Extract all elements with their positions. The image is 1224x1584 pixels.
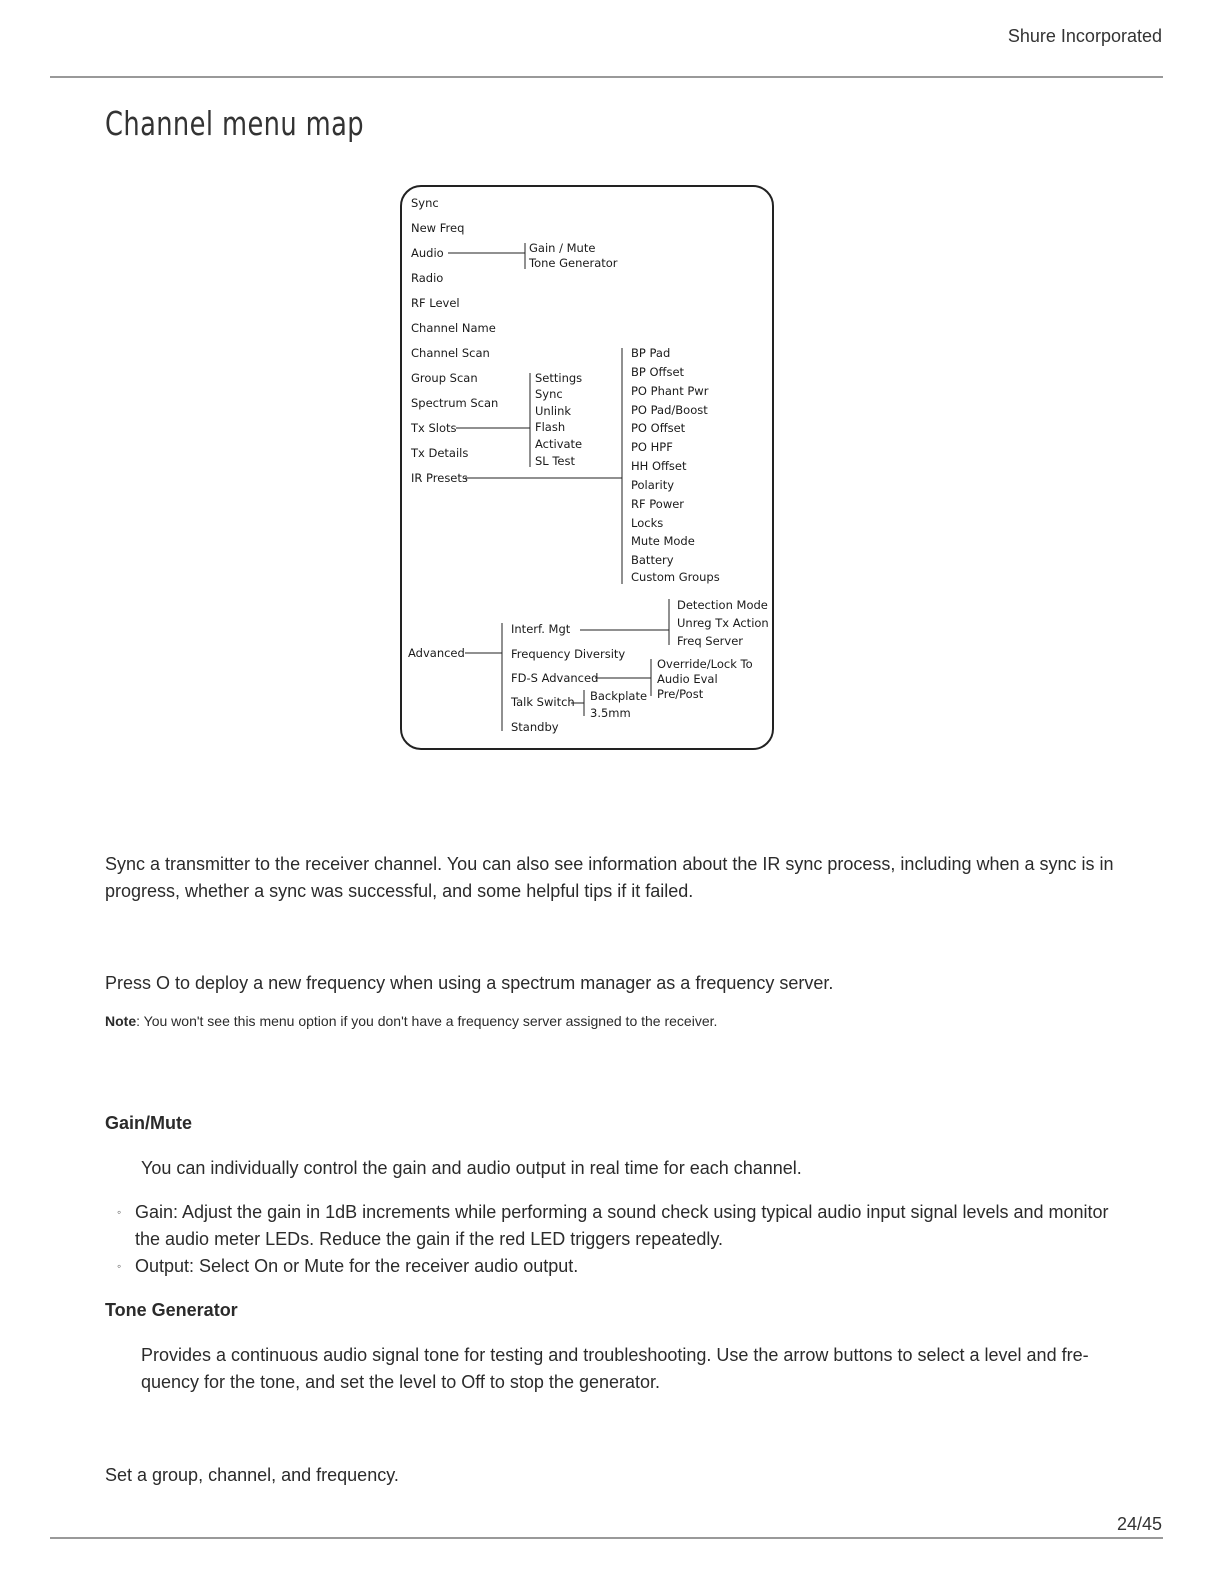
- new-freq-description: Press O to deploy a new frequency when using a spectrum manager as a frequency server.: [105, 973, 834, 993]
- talk-sub-3-5mm: 3.5mm: [590, 706, 631, 720]
- audio-sub-tone-generator: Tone Generator: [529, 256, 618, 270]
- ir-sub-bp-pad: BP Pad: [631, 346, 671, 360]
- header-divider: [50, 76, 1163, 78]
- advanced-sub-standby: Standby: [511, 720, 559, 734]
- menu-spectrum-scan: Spectrum Scan: [411, 396, 499, 410]
- bullet-marker: ◦: [117, 1259, 122, 1273]
- fds-sub-override-lock-to: Override/Lock To: [657, 657, 753, 671]
- page-number: 24/45: [1116, 1514, 1162, 1534]
- ir-sub-mute-mode: Mute Mode: [631, 534, 695, 548]
- tx-slots-sub-flash: Flash: [535, 420, 566, 434]
- advanced-sub-talk-switch: Talk Switch: [511, 695, 575, 709]
- menu-audio: Audio: [411, 246, 444, 260]
- advanced-sub-interf-mgt: Interf. Mgt: [511, 622, 571, 636]
- ir-sub-po-phant-pwr: PO Phant Pwr: [631, 384, 709, 398]
- radio-description: Set a group, channel, and frequency.: [105, 1465, 399, 1485]
- tone-generator-description: Provides a continuous audio signal tone for testing and troubleshooting. Use the arrow buttons to select a level and fre-quency for the tone, and set the level to Off to stop the generator.: [141, 1345, 1089, 1392]
- gain-mute-bullet-list: [117, 1199, 1117, 1280]
- menu-sync: Sync: [411, 196, 439, 210]
- interf-sub-unreg-tx-action: Unreg Tx Action: [677, 616, 769, 630]
- interf-sub-detection-mode: Detection Mode: [677, 598, 768, 612]
- ir-sub-po-offset: PO Offset: [631, 421, 686, 435]
- ir-sub-rf-power: RF Power: [631, 497, 685, 511]
- ir-sub-po-pad-boost: PO Pad/Boost: [631, 403, 708, 417]
- list-item: [117, 1199, 1117, 1253]
- ir-sub-custom-groups: Custom Groups: [631, 570, 720, 584]
- bullet-marker: ◦: [117, 1205, 122, 1219]
- ir-sub-hh-offset: HH Offset: [631, 459, 687, 473]
- tx-slots-sub-activate: Activate: [535, 437, 583, 451]
- menu-group-scan: Group Scan: [411, 371, 478, 385]
- fds-sub-audio-eval: Audio Eval: [657, 672, 718, 686]
- menu-channel-scan: Channel Scan: [411, 346, 490, 360]
- interf-sub-freq-server: Freq Server: [677, 634, 743, 648]
- sync-description: Sync a transmitter to the receiver channel. You can also see information about the IR sync process, including when a sync is in progress, whether a sync was successful, and some helpful tips if it failed.: [105, 854, 1114, 901]
- ir-sub-locks: Locks: [631, 516, 664, 530]
- company-name: Shure Incorporated: [1007, 26, 1162, 46]
- ir-sub-battery: Battery: [631, 553, 674, 567]
- tx-slots-sub-sync: Sync: [535, 387, 563, 401]
- ir-sub-bp-offset: BP Offset: [631, 365, 685, 379]
- note-text: : You won't see this menu option if you don't have a frequency server assigned to the receiver.: [136, 1013, 718, 1029]
- gain-mute-intro: You can individually control the gain and audio output in real time for each channel.: [141, 1158, 802, 1178]
- fds-sub-pre-post: Pre/Post: [657, 687, 704, 701]
- list-item: [117, 1253, 1117, 1280]
- bullet-text-gain: Gain: Adjust the gain in 1dB increments while performing a sound check using typical audio input signal levels and monitor the audio meter LEDs. Reduce the gain if the red LED triggers repeatedly.: [135, 1202, 1109, 1249]
- ir-sub-po-hpf: PO HPF: [631, 440, 673, 454]
- ir-sub-polarity: Polarity: [631, 478, 675, 492]
- advanced-sub-fd-s-advanced: FD-S Advanced: [511, 671, 599, 685]
- channel-menu-map-diagram: [398, 183, 776, 753]
- menu-radio: Radio: [411, 271, 444, 285]
- new-freq-note: [105, 1013, 717, 1029]
- menu-advanced: Advanced: [408, 646, 465, 660]
- tone-generator-heading: Tone Generator: [105, 1300, 238, 1320]
- menu-tx-slots: Tx Slots: [411, 421, 457, 435]
- page-title: Channel menu map: [105, 104, 365, 143]
- menu-channel-name: Channel Name: [411, 321, 496, 335]
- gain-mute-heading: Gain/Mute: [105, 1113, 193, 1133]
- tx-slots-sub-unlink: Unlink: [535, 404, 572, 418]
- audio-sub-gain-mute: Gain / Mute: [529, 241, 596, 255]
- footer-divider: [50, 1537, 1163, 1539]
- advanced-sub-frequency-diversity: Frequency Diversity: [511, 647, 626, 661]
- menu-rf-level: RF Level: [411, 296, 460, 310]
- menu-tx-details: Tx Details: [411, 446, 469, 460]
- note-label: Note: [105, 1013, 137, 1029]
- talk-sub-backplate: Backplate: [590, 689, 648, 703]
- tx-slots-sub-sl-test: SL Test: [535, 454, 576, 468]
- menu-new-freq: New Freq: [411, 221, 465, 235]
- tx-slots-sub-settings: Settings: [535, 371, 583, 385]
- bullet-text-output: Output: Select On or Mute for the receiver audio output.: [135, 1256, 579, 1276]
- menu-ir-presets: IR Presets: [411, 471, 468, 485]
